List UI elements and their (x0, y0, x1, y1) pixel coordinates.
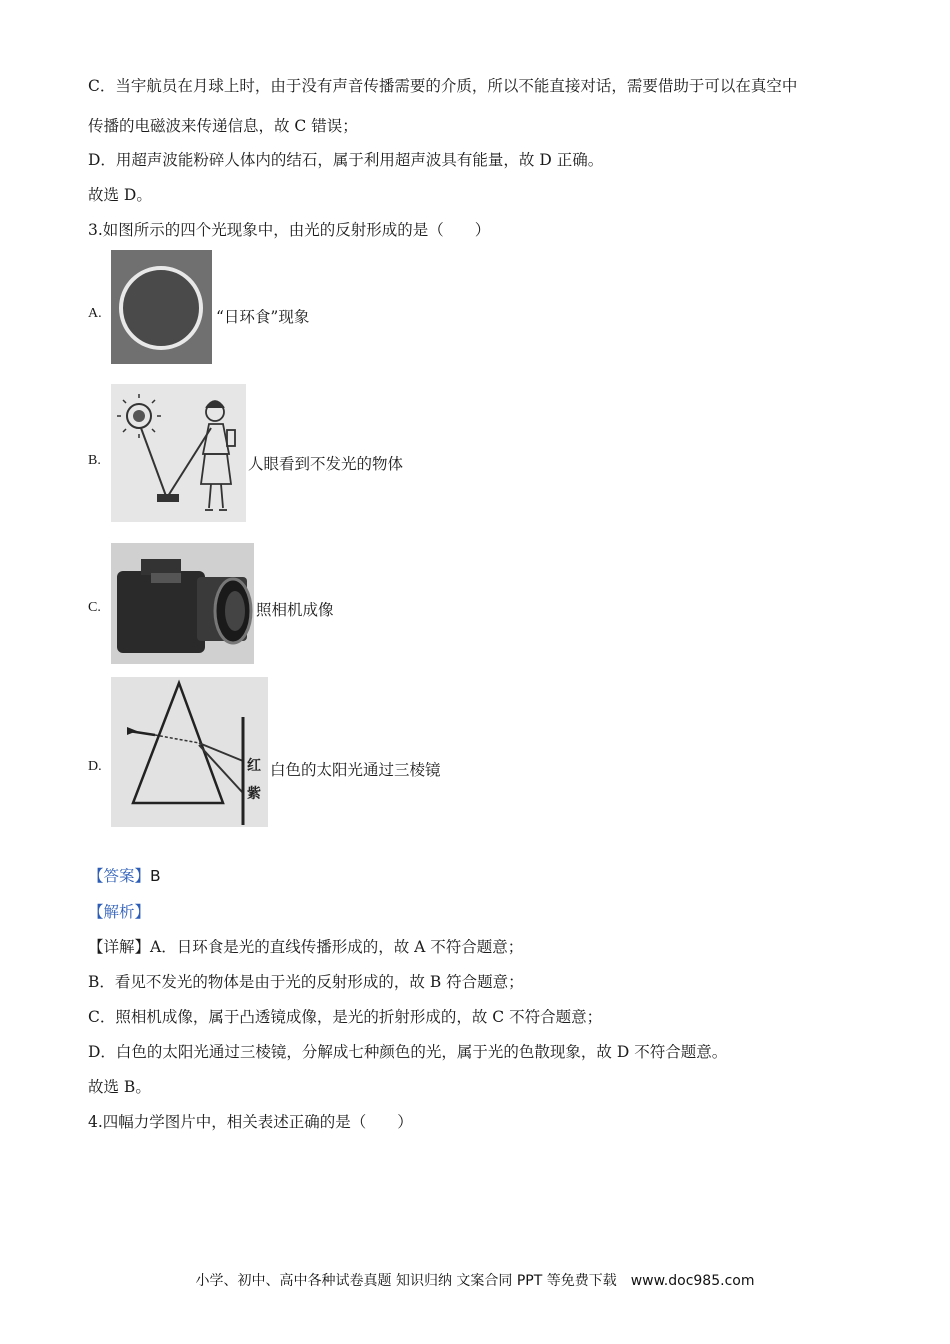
option-b-letter: B. (88, 453, 101, 468)
text-line: 传播的电磁波来传递信息，故 C 错误； (88, 117, 358, 135)
violet-label: 紫 (247, 786, 261, 802)
question-3: 3.如图所示的四个光现象中，由光的反射形成的是（ ） (88, 221, 491, 239)
page-footer: 小学、初中、高中各种试卷真题 知识归纳 文案合同 PPT 等免费下载 www.doc985.com (195, 1273, 755, 1289)
red-label: 红 (247, 758, 261, 774)
text-line: C．当宇航员在月球上时，由于没有声音传播需要的介质，所以不能直接对话，需要借助于可以在真空中 (88, 77, 798, 95)
option-c-text: 照相机成像 (256, 601, 334, 619)
figure-reflection (111, 384, 246, 522)
eclipse-image (111, 250, 212, 364)
answer-value: B (150, 867, 161, 885)
figure-prism (111, 677, 268, 827)
option-d-text: 白色的太阳光通过三棱镜 (270, 761, 441, 779)
option-c-letter: C. (88, 600, 101, 615)
detail-line-d: D．白色的太阳光通过三棱镜，分解成七种颜色的光，属于光的色散现象，故 D 不符合题意。 (88, 1043, 728, 1061)
reflection-image (111, 384, 246, 522)
camera-image (111, 543, 254, 664)
detail-text: A．日环食是光的直线传播形成的，故 A 不符合题意； (150, 938, 524, 956)
detail-tag: 【详解】 (88, 938, 151, 956)
answer-line (88, 866, 161, 886)
option-d-letter: D. (88, 759, 102, 774)
prism-image (111, 677, 268, 827)
option-a-letter: A. (88, 306, 102, 321)
text-line: D．用超声波能粉碎人体内的结石，属于利用超声波具有能量，故 D 正确。 (88, 151, 604, 169)
detail-line-b: B．看见不发光的物体是由于光的反射形成的，故 B 符合题意； (88, 973, 524, 991)
analysis-tag: 【解析】 (88, 903, 151, 921)
figure-annular-eclipse (111, 250, 212, 364)
answer-tag: 【答案】 (88, 867, 151, 885)
question-4: 4.四幅力学图片中，相关表述正确的是（ ） (88, 1113, 413, 1131)
figure-camera (111, 543, 254, 664)
text-line: 故选 D。 (88, 186, 152, 204)
detail-line-a (88, 937, 523, 957)
detail-line-c: C．照相机成像，属于凸透镜成像，是光的折射形成的，故 C 不符合题意； (88, 1008, 603, 1026)
detail-conclusion: 故选 B。 (88, 1078, 151, 1096)
option-b-text: 人眼看到不发光的物体 (248, 455, 404, 473)
option-a-text: “日环食”现象 (216, 308, 310, 326)
